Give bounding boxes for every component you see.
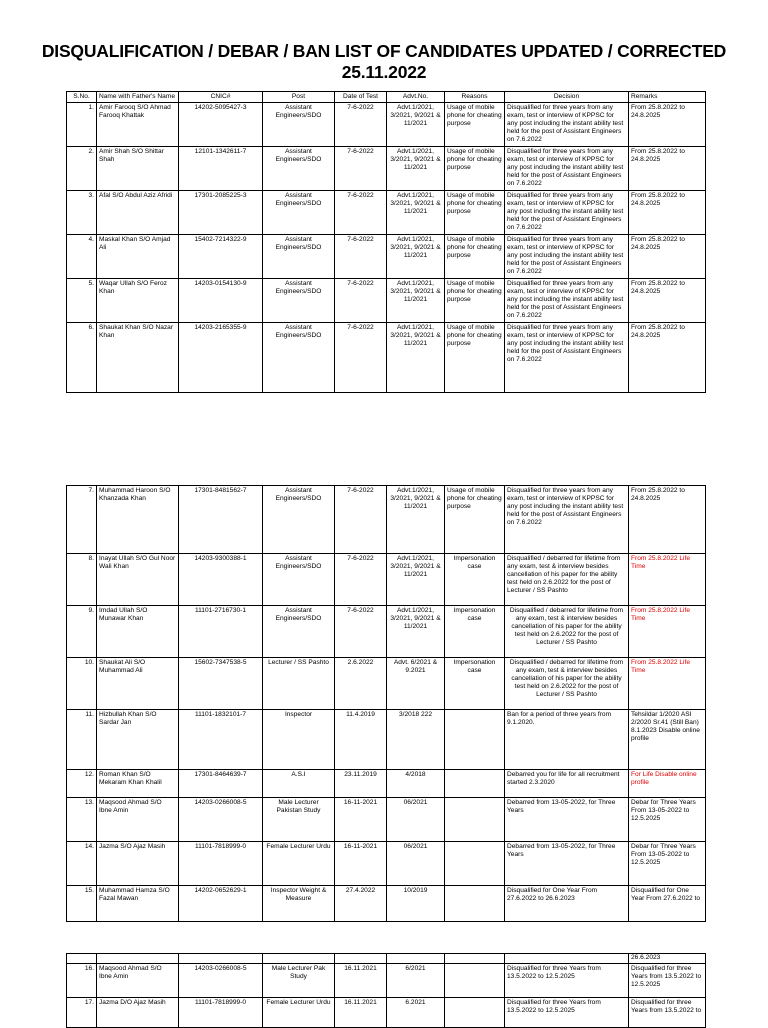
cell-reason (445, 710, 505, 770)
table-row (67, 103, 706, 147)
cell-post: Male Lecturer Pak Study (263, 964, 335, 998)
header-advt: Advt.No. (387, 92, 445, 103)
cell-cnic: 17301-2085225-3 (179, 191, 263, 235)
cell-date: 16-11-2021 (335, 798, 387, 842)
table-row (67, 770, 706, 798)
cell-remarks: From 25.8.2022 to 24.8.2025 (629, 191, 706, 235)
cell-date: 7-6-2022 (335, 279, 387, 323)
cell-decision: Disqualified for three years from any exam, test or interview of KPPSC for any post including the instant ability test held for the post of Assistant Engineers on 7.6.2022 (505, 191, 629, 235)
cell-reason: Impersonation case (445, 658, 505, 710)
candidates-table-part-1 (66, 91, 706, 393)
cell-advt: Advt.1/2021, 3/2021, 9/2021 & 11/2021 (387, 554, 445, 606)
cell-sno: 3. (67, 191, 97, 235)
cell-post: Assistant Engineers/SDO (263, 235, 335, 279)
cell-reason (445, 770, 505, 798)
cell-advt: 06/2021 (387, 842, 445, 886)
header-cnic: CNIC# (179, 92, 263, 103)
cell-post: Lecturer / SS Pashto (263, 658, 335, 710)
cell-sno: 16. (67, 964, 97, 998)
table-row (67, 998, 706, 1028)
cell-reason (445, 886, 505, 922)
cell-post: Assistant Engineers/SDO (263, 323, 335, 393)
cell-advt: Advt.1/2021, 3/2021, 9/2021 & 11/2021 (387, 103, 445, 147)
cell-post: Assistant Engineers/SDO (263, 103, 335, 147)
table-row (67, 486, 706, 554)
header-post: Post (263, 92, 335, 103)
cell-sno: 17. (67, 998, 97, 1028)
cell-reason: Usage of mobile phone for cheating purpose (445, 103, 505, 147)
cell-date: 7-6-2022 (335, 606, 387, 658)
cell-remarks: From 25.8.2022 to 24.8.2025 (629, 235, 706, 279)
table-row (67, 964, 706, 998)
cell-post: Male Lecturer Pakistan Study (263, 798, 335, 842)
cell-date: 7-6-2022 (335, 235, 387, 279)
table-row (67, 886, 706, 922)
cell-advt: Advt. 6/2021 & 9.2021 (387, 658, 445, 710)
cell-sno: 9. (67, 606, 97, 658)
header-sno: S.No. (67, 92, 97, 103)
cell-post: Female Lecturer Urdu (263, 998, 335, 1028)
cell-remarks: From 25.8.2022 to 24.8.2025 (629, 147, 706, 191)
cell-advt: 06/2021 (387, 798, 445, 842)
cell-decision: Disqualified / debarred for lifetime from any exam, test & interview besides cancellation of his paper for the ability test held on 2.6.2022 for the post of Lecturer / SS Pashto (505, 658, 629, 710)
cell-reason (445, 964, 505, 998)
cell-sno: 8. (67, 554, 97, 606)
cell-reason (445, 798, 505, 842)
cell-name: Imdad Ullah S/O Munawar Khan (97, 606, 179, 658)
cell-reason: Usage of mobile phone for cheating purpose (445, 486, 505, 554)
cell-remarks: For Life Disable online profile (629, 770, 706, 798)
cell-name: Jazma D/O Ajaz Masih (97, 998, 179, 1028)
cell-name: Maqsood Ahmad S/O Ibne Amin (97, 798, 179, 842)
cell-advt: Advt.1/2021, 3/2021, 9/2021 & 11/2021 (387, 486, 445, 554)
cell-advt: Advt.1/2021, 3/2021, 9/2021 & 11/2021 (387, 235, 445, 279)
cell-name: Hizbullah Khan S/O Sardar Jan (97, 710, 179, 770)
cell-decision: Debarred from 13-05-2022, for Three Years (505, 798, 629, 842)
header-reasons: Reasons (445, 92, 505, 103)
cell-post: Assistant Engineers/SDO (263, 606, 335, 658)
table-row (67, 147, 706, 191)
cell-date: 27.4.2022 (335, 886, 387, 922)
cell-cnic: 14203-0266008-5 (179, 798, 263, 842)
cell-sno: 2. (67, 147, 97, 191)
table-row (67, 235, 706, 279)
cell-advt: Advt.1/2021, 3/2021, 9/2021 & 11/2021 (387, 606, 445, 658)
table-row (67, 323, 706, 393)
cell-post: Assistant Engineers/SDO (263, 486, 335, 554)
cell-reason: Usage of mobile phone for cheating purpose (445, 323, 505, 393)
table-row (67, 658, 706, 710)
table-row (67, 279, 706, 323)
cell-sno: 6. (67, 323, 97, 393)
table-row (67, 554, 706, 606)
table-row (67, 191, 706, 235)
cell-advt: 4/2018 (387, 770, 445, 798)
cell-sno: 5. (67, 279, 97, 323)
cell-sno: 11. (67, 710, 97, 770)
cell-remarks: From 25.8.2022 to 24.8.2025 (629, 486, 706, 554)
table-header-row (67, 92, 706, 103)
cell-sno: 4. (67, 235, 97, 279)
cell-cnic: 14203-2165355-9 (179, 323, 263, 393)
cell-date (335, 954, 387, 964)
cell-date: 7-6-2022 (335, 554, 387, 606)
cell-cnic: 12101-1342611-7 (179, 147, 263, 191)
cell-advt: Advt.1/2021, 3/2021, 9/2021 & 11/2021 (387, 279, 445, 323)
header-name: Name with Father's Name (97, 92, 179, 103)
cell-cnic: 14203-0154130-9 (179, 279, 263, 323)
candidates-table-part-2 (66, 485, 706, 922)
cell-name: Muhammad Hamza S/O Fazal Mawan (97, 886, 179, 922)
cell-name: Muhammad Haroon S/O Khanzada Khan (97, 486, 179, 554)
cell-remarks: From 25.8.2022 Life Time (629, 554, 706, 606)
cell-decision: Disqualified for three years from any exam, test or interview of KPPSC for any post including the instant ability test held for the post of Assistant Engineers on 7.6.2022 (505, 235, 629, 279)
cell-advt: 3/2018 222 (387, 710, 445, 770)
cell-sno: 13. (67, 798, 97, 842)
header-date: Date of Test (335, 92, 387, 103)
table-row (67, 798, 706, 842)
cell-post: A.S.I (263, 770, 335, 798)
table-row (67, 954, 706, 964)
cell-post: Assistant Engineers/SDO (263, 147, 335, 191)
cell-cnic: 14203-0266008-5 (179, 964, 263, 998)
cell-name: Afal S/O Abdul Aziz Afridi (97, 191, 179, 235)
cell-decision: Disqualified / debarred for lifetime from any exam, test & interview besides cancellation of his paper for the ability test held on 2.6.2022 for the post of Lecturer / SS Pashto (505, 606, 629, 658)
header-remarks: Remarks (629, 92, 706, 103)
cell-cnic: 17301-8481562-7 (179, 486, 263, 554)
cell-remarks: 26.6.2023 (629, 954, 706, 964)
cell-name: Waqar Ullah S/O Feroz Khan (97, 279, 179, 323)
cell-remarks: From 25.8.2022 to 24.8.2025 (629, 103, 706, 147)
cell-date: 7-6-2022 (335, 103, 387, 147)
cell-remarks: From 25.8.2022 Life Time (629, 606, 706, 658)
cell-date: 11.4.2019 (335, 710, 387, 770)
cell-decision: Ban for a period of three years from 9.1.2020. (505, 710, 629, 770)
cell-sno: 14. (67, 842, 97, 886)
cell-decision: Disqualified for three Years from 13.5.2022 to 12.5.2025 (505, 998, 629, 1028)
cell-date: 2.6.2022 (335, 658, 387, 710)
cell-name: Roman Khan S/O Mekaram Khan Khalil (97, 770, 179, 798)
cell-remarks: Debar for Three Years From 13-05-2022 to 12.5.2025 (629, 798, 706, 842)
cell-decision: Disqualified for three Years from 13.5.2022 to 12.5.2025 (505, 964, 629, 998)
cell-name (97, 954, 179, 964)
cell-reason (445, 998, 505, 1028)
cell-reason: Usage of mobile phone for cheating purpose (445, 279, 505, 323)
cell-post: Inspector Weight & Measure (263, 886, 335, 922)
cell-cnic: 11101-2716730-1 (179, 606, 263, 658)
cell-sno: 1. (67, 103, 97, 147)
cell-cnic: 14202-0652629-1 (179, 886, 263, 922)
cell-date: 7-6-2022 (335, 147, 387, 191)
cell-reason: Usage of mobile phone for cheating purpose (445, 235, 505, 279)
cell-cnic: 11101-7818999-0 (179, 842, 263, 886)
cell-decision: Disqualified for three years from any exam, test or interview of KPPSC for any post including the instant ability test held for the post of Assistant Engineers on 7.6.2022 (505, 279, 629, 323)
cell-remarks: From 25.8.2022 to 24.8.2025 (629, 279, 706, 323)
table-row (67, 842, 706, 886)
cell-remarks: Tehsildar 1/2020 ASI 2/2020 Sr.41 (Still Ban) 8.1.2023 Disable online profile (629, 710, 706, 770)
cell-decision: Disqualified for three years from any exam, test or interview of KPPSC for any post including the instant ability test held for the post of Assistant Engineers on 7.6.2022 (505, 323, 629, 393)
cell-remarks: From 25.8.2022 Life Time (629, 658, 706, 710)
cell-date: 7-6-2022 (335, 486, 387, 554)
cell-name: Jazma S/O Ajaz Masih (97, 842, 179, 886)
cell-decision: Disqualified for three years from any exam, test or interview of KPPSC for any post including the instant ability test held for the post of Assistant Engineers on 7.6.2022 (505, 486, 629, 554)
cell-post (263, 954, 335, 964)
cell-decision: Debarred from 13-05-2022, for Three Years (505, 842, 629, 886)
cell-name: Maskal Khan S/O Amjad Ali (97, 235, 179, 279)
cell-advt (387, 954, 445, 964)
cell-advt: Advt.1/2021, 3/2021, 9/2021 & 11/2021 (387, 147, 445, 191)
cell-remarks: Disqualified for One Year From 27.6.2022 to (629, 886, 706, 922)
cell-date: 7-6-2022 (335, 323, 387, 393)
cell-advt: Advt.1/2021, 3/2021, 9/2021 & 11/2021 (387, 323, 445, 393)
cell-date: 16.11.2021 (335, 998, 387, 1028)
cell-decision: Disqualified / debarred for lifetime from any exam, test & interview besides cancellation of his paper for the ability test held on 2.6.2022 for the post of Lecturer / SS Pashto (505, 554, 629, 606)
cell-cnic: 17301-8464639-7 (179, 770, 263, 798)
cell-reason (445, 842, 505, 886)
cell-cnic: 11101-1832101-7 (179, 710, 263, 770)
cell-sno: 7. (67, 486, 97, 554)
cell-post: Assistant Engineers/SDO (263, 279, 335, 323)
cell-name: Maqsood Ahmad S/O Ibne Amin (97, 964, 179, 998)
cell-decision: Debarred you for life for all recruitment started 2.3.2020 (505, 770, 629, 798)
cell-date: 16.11.2021 (335, 964, 387, 998)
cell-reason: Usage of mobile phone for cheating purpose (445, 147, 505, 191)
cell-remarks: From 25.8.2022 to 24.8.2025 (629, 323, 706, 393)
cell-reason (445, 954, 505, 964)
cell-advt: 10/2019 (387, 886, 445, 922)
cell-date: 23.11.2019 (335, 770, 387, 798)
cell-post: Inspector (263, 710, 335, 770)
cell-reason: Impersonation case (445, 554, 505, 606)
page-title: DISQUALIFICATION / DEBAR / BAN LIST OF CANDIDATES UPDATED / CORRECTED 25.11.2022 (41, 41, 727, 82)
header-decision: Decision (505, 92, 629, 103)
cell-remarks: Disqualified for three Years from 13.5.2022 to 12.5.2025 (629, 964, 706, 998)
cell-sno: 15. (67, 886, 97, 922)
cell-decision: Disqualified for three years from any exam, test or interview of KPPSC for any post including the instant ability test held for the post of Assistant Engineers on 7.6.2022 (505, 103, 629, 147)
candidates-table-part-3 (66, 953, 706, 1028)
cell-cnic: 15402-7214322-9 (179, 235, 263, 279)
cell-name: Shaukat Khan S/O Nazar Khan (97, 323, 179, 393)
cell-name: Amir Shah S/O Shittar Shah (97, 147, 179, 191)
cell-name: Inayat Ullah S/O Gul Noor Wali Khan (97, 554, 179, 606)
cell-cnic: 11101-7818999-0 (179, 998, 263, 1028)
table-row (67, 606, 706, 658)
cell-advt: 6.2021 (387, 998, 445, 1028)
cell-decision (505, 954, 629, 964)
cell-date: 16-11-2021 (335, 842, 387, 886)
cell-sno: 10. (67, 658, 97, 710)
cell-reason: Usage of mobile phone for cheating purpose (445, 191, 505, 235)
cell-cnic (179, 954, 263, 964)
cell-cnic: 15602-7347538-5 (179, 658, 263, 710)
cell-date: 7-6-2022 (335, 191, 387, 235)
cell-sno (67, 954, 97, 964)
table-row (67, 710, 706, 770)
cell-decision: Disqualified for One Year From 27.6.2022 to 26.6.2023 (505, 886, 629, 922)
cell-post: Assistant Engineers/SDO (263, 554, 335, 606)
cell-name: Shaukat Ali S/O Muhammad Ali (97, 658, 179, 710)
cell-advt: 6/2021 (387, 964, 445, 998)
cell-reason: Impersonation case (445, 606, 505, 658)
cell-post: Female Lecturer Urdu (263, 842, 335, 886)
cell-decision: Disqualified for three years from any exam, test or interview of KPPSC for any post including the instant ability test held for the post of Assistant Engineers on 7.6.2022 (505, 147, 629, 191)
cell-cnic: 14202-5095427-3 (179, 103, 263, 147)
cell-name: Amir Farooq S/O Ahmad Farooq Khattak (97, 103, 179, 147)
cell-cnic: 14203-9300388-1 (179, 554, 263, 606)
cell-sno: 12. (67, 770, 97, 798)
cell-remarks: Debar for Three Years From 13-05-2022 to 12.5.2025 (629, 842, 706, 886)
cell-advt: Advt.1/2021, 3/2021, 9/2021 & 11/2021 (387, 191, 445, 235)
cell-remarks: Disqualified for three Years from 13.5.2022 to (629, 998, 706, 1028)
cell-post: Assistant Engineers/SDO (263, 191, 335, 235)
